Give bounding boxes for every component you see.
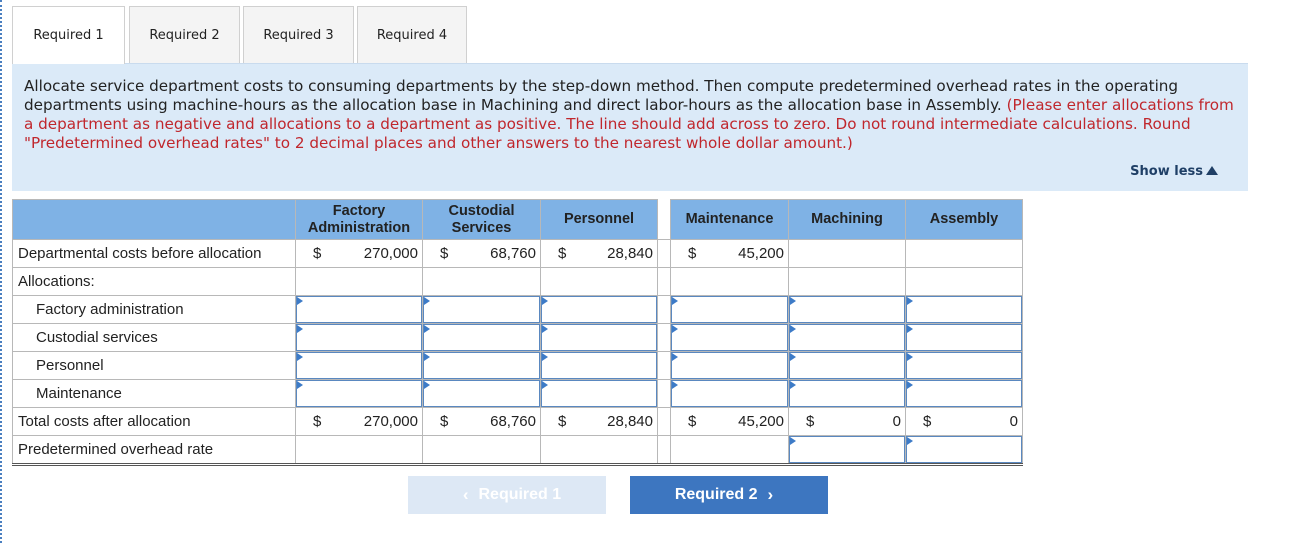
input-maintenance[interactable] xyxy=(671,324,788,351)
input-maintenance[interactable] xyxy=(671,380,788,407)
prev-button[interactable] xyxy=(408,476,606,514)
next-button-label: Required 2 xyxy=(674,486,758,503)
cell-maintenance: $ 45,200 xyxy=(671,240,789,268)
header-gap xyxy=(658,200,671,240)
input-personnel[interactable] xyxy=(541,352,657,379)
table-row-factory-administration xyxy=(13,296,1023,324)
header-blank xyxy=(13,200,296,240)
header-maintenance: Maintenance xyxy=(671,200,789,240)
input-machining[interactable] xyxy=(789,296,905,323)
row-label: Custodial services xyxy=(13,324,296,352)
prev-button-label: Required 1 xyxy=(478,486,562,503)
input-factory-admin[interactable] xyxy=(296,380,422,407)
input-machining[interactable] xyxy=(789,352,905,379)
tab-required-2[interactable]: Required 2 xyxy=(129,6,240,63)
cell-maintenance: $ 45,200 xyxy=(671,408,789,436)
cell-gap xyxy=(658,408,671,436)
input-custodial[interactable] xyxy=(423,352,540,379)
table-row-custodial-services xyxy=(13,324,1023,352)
input-factory-admin[interactable] xyxy=(296,324,422,351)
input-personnel[interactable] xyxy=(541,324,657,351)
input-assembly[interactable] xyxy=(906,352,1022,379)
cell-custodial: $ 68,760 xyxy=(423,408,541,436)
header-machining: Machining xyxy=(789,200,906,240)
header-row xyxy=(13,200,1023,240)
table-row-rate xyxy=(13,436,1023,465)
input-personnel[interactable] xyxy=(541,296,657,323)
input-machining[interactable] xyxy=(789,380,905,407)
input-assembly[interactable] xyxy=(906,324,1022,351)
cell-personnel: $ 28,840 xyxy=(541,240,658,268)
left-border xyxy=(0,0,2,543)
input-assembly[interactable] xyxy=(906,296,1022,323)
allocation-table xyxy=(12,199,1023,466)
row-label: Allocations: xyxy=(13,268,296,296)
cell-personnel: $ 28,840 xyxy=(541,408,658,436)
input-maintenance[interactable] xyxy=(671,296,788,323)
header-custodial-services: Custodial Services xyxy=(423,200,541,240)
header-assembly: Assembly xyxy=(906,200,1023,240)
table-row-allocations xyxy=(13,268,1023,296)
next-button[interactable] xyxy=(630,476,828,514)
input-custodial[interactable] xyxy=(423,324,540,351)
chevron-left-icon: ‹ xyxy=(462,485,469,504)
cell-factory-admin: $ 270,000 xyxy=(296,408,423,436)
row-label: Departmental costs before allocation xyxy=(13,240,296,268)
show-less-toggle[interactable] xyxy=(1130,162,1218,181)
cell-machining: $ 0 xyxy=(789,408,906,436)
cell-factory-admin: $ 270,000 xyxy=(296,240,423,268)
cell-machining xyxy=(789,240,906,268)
cell-gap xyxy=(658,240,671,268)
table-row-before-allocation xyxy=(13,240,1023,268)
input-personnel[interactable] xyxy=(541,380,657,407)
input-assembly-rate[interactable] xyxy=(906,436,1022,463)
row-label: Maintenance xyxy=(13,380,296,408)
table-row-personnel xyxy=(13,352,1023,380)
cell-assembly xyxy=(906,240,1023,268)
row-label: Factory administration xyxy=(13,296,296,324)
instructions-note: (Please enter allocations from a department as negative and allocations to a department as positive. The line should add across to zero. Do not round intermediate calculations. Round "Predetermined overhead rates" to 2 decimal places and other answers to the nearest whole dollar amount.) xyxy=(24,96,1234,152)
header-factory-administration: Factory Administration xyxy=(296,200,423,240)
header-personnel: Personnel xyxy=(541,200,658,240)
tab-required-1[interactable]: Required 1 xyxy=(12,6,125,64)
input-custodial[interactable] xyxy=(423,380,540,407)
row-label: Personnel xyxy=(13,352,296,380)
table-row-maintenance xyxy=(13,380,1023,408)
tab-required-4[interactable]: Required 4 xyxy=(357,6,467,63)
row-label: Predetermined overhead rate xyxy=(13,436,296,465)
tab-required-3[interactable]: Required 3 xyxy=(243,6,354,63)
instructions-panel xyxy=(12,63,1248,191)
input-assembly[interactable] xyxy=(906,380,1022,407)
input-factory-admin[interactable] xyxy=(296,296,422,323)
cell-assembly: $ 0 xyxy=(906,408,1023,436)
cell-custodial: $ 68,760 xyxy=(423,240,541,268)
row-label: Total costs after allocation xyxy=(13,408,296,436)
input-maintenance[interactable] xyxy=(671,352,788,379)
show-less-label: Show less xyxy=(1130,164,1203,179)
instructions-text: Allocate service department costs to consuming departments by the step-down method. Then compute predetermined overhead rates in the operating departments using machine-hours as the allocation base in Machining and direct labor-hours as the allocation base in Assembly. xyxy=(24,77,1179,114)
table-row-total xyxy=(13,408,1023,436)
chevron-right-icon: › xyxy=(767,485,774,504)
triangle-up-icon xyxy=(1206,166,1218,175)
input-machining[interactable] xyxy=(789,324,905,351)
input-factory-admin[interactable] xyxy=(296,352,422,379)
input-custodial[interactable] xyxy=(423,296,540,323)
input-machining-rate[interactable] xyxy=(789,436,905,463)
